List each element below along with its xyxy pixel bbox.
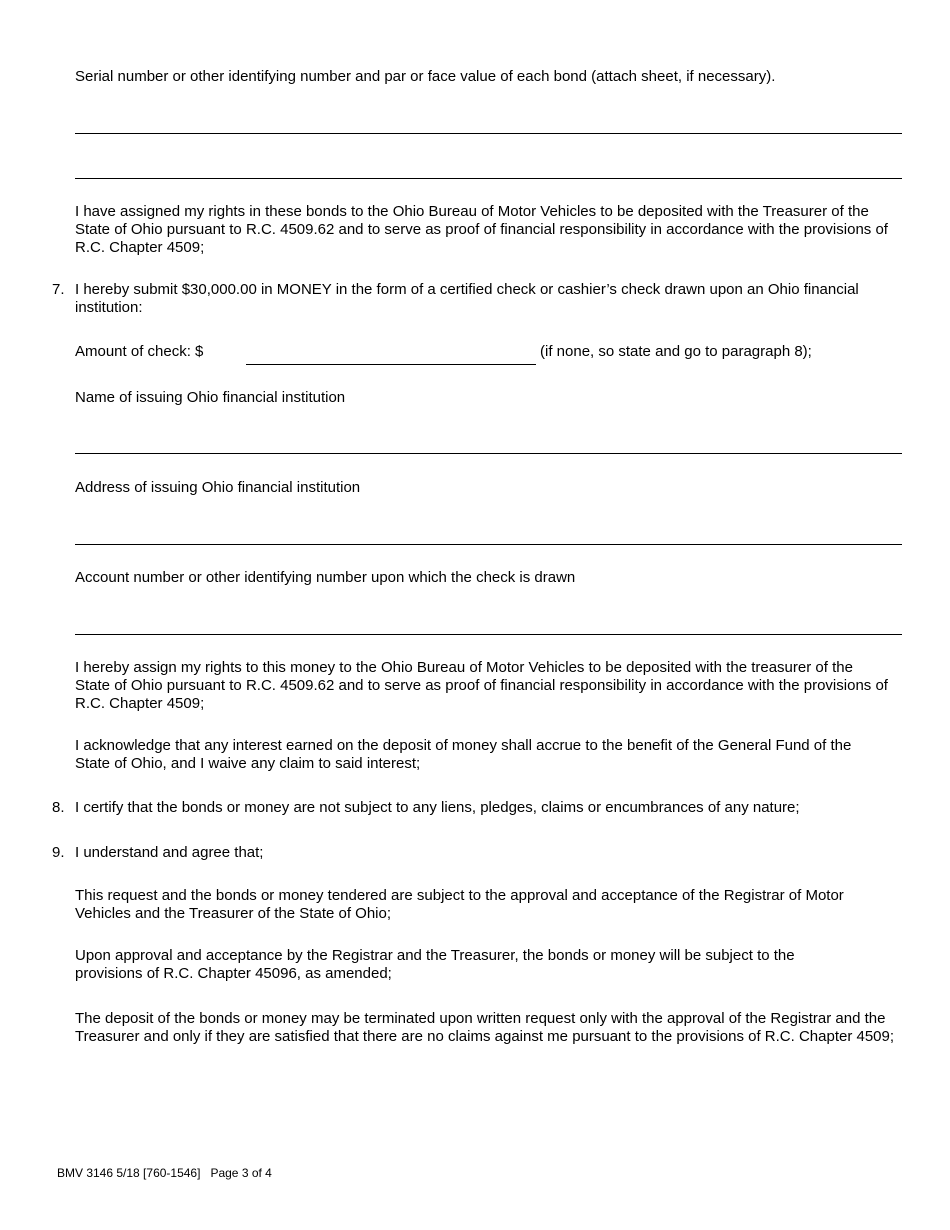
institution-address-line[interactable] <box>75 544 902 545</box>
item-9-para-2: Upon approval and acceptance by the Registrar and the Treasurer, the bonds or money will be subject to the provisions of R.C. Chapter 45096, as amended; <box>75 947 795 982</box>
institution-name-line[interactable] <box>75 453 902 454</box>
bond-serial-line-1[interactable] <box>75 133 902 134</box>
interest-waiver-text: I acknowledge that any interest earned on the deposit of money shall accrue to the benefit of the General Fund of the State of Ohio, and I waive any claim to said interest; <box>75 737 852 772</box>
check-amount-label: Amount of check: $ <box>75 343 204 360</box>
institution-address-label: Address of issuing Ohio financial institution <box>75 479 361 496</box>
item-9-para-1: This request and the bonds or money tendered are subject to the approval and acceptance of the Registrar of Motor Vehicles and the Treasurer of the State of Ohio; <box>75 887 844 922</box>
item-9-text: I understand and agree that; <box>75 844 264 861</box>
bond-assign-text: I have assigned my rights in these bonds to the Ohio Bureau of Motor Vehicles to be deposited with the Treasurer of the State of Ohio pursuant to R.C. 4509.62 and to serve as proof of financial responsibility in accordance with the provisions of R.C. Chapter 4509; <box>75 203 888 256</box>
account-number-line[interactable] <box>75 634 902 635</box>
institution-name-label: Name of issuing Ohio financial institution <box>75 389 346 406</box>
item-8-text: I certify that the bonds or money are not subject to any liens, pledges, claims or encumbrances of any nature; <box>75 799 800 816</box>
item-9-para-3: The deposit of the bonds or money may be terminated upon written request only with the approval of the Registrar and the Treasurer and only if they are satisfied that there are no claims against me pursuant to the provisions of R.C. Chapter 4509; <box>75 1010 895 1045</box>
item-8-number: 8. <box>52 799 65 816</box>
money-assign-text: I hereby assign my rights to this money to the Ohio Bureau of Motor Vehicles to be deposited with the treasurer of the State of Ohio pursuant to R.C. 4509.62 and to serve as proof of financial responsibility in accordance with the provisions of R.C. Chapter 4509; <box>75 659 888 712</box>
form-footer <box>57 1166 272 1180</box>
bond-serial-line-2[interactable] <box>75 178 902 179</box>
item-9-number: 9. <box>52 844 65 861</box>
check-amount-field[interactable] <box>246 364 536 365</box>
account-number-label: Account number or other identifying number upon which the check is drawn <box>75 569 576 586</box>
item-7-text: I hereby submit $30,000.00 in MONEY in the form of a certified check or cashier’s check drawn upon an Ohio financial institution: <box>75 281 859 316</box>
form-id: BMV 3146 5/18 [760-1546] <box>57 1166 201 1180</box>
bond-serial-label: Serial number or other identifying number and par or face value of each bond (attach sheet, if necessary). <box>75 68 776 85</box>
page-number: Page 3 of 4 <box>210 1166 272 1180</box>
item-7-number: 7. <box>52 281 65 298</box>
check-amount-note: (if none, so state and go to paragraph 8); <box>540 343 812 360</box>
